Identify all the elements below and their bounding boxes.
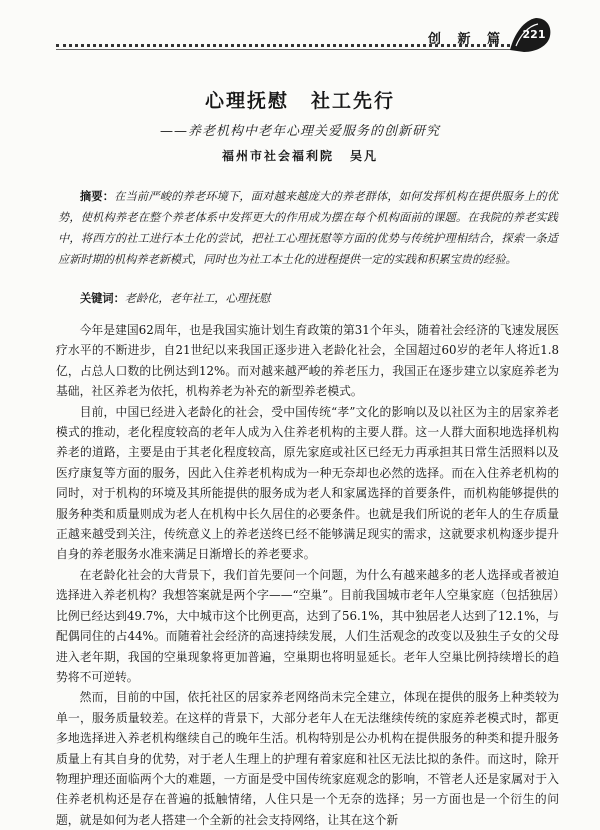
abstract-label: 摘要： (80, 189, 115, 203)
author-name: 吴凡 (350, 149, 379, 163)
keywords (80, 290, 550, 306)
body-paragraph: 在老龄化社会的大背景下，我们首先要问一个问题，为什么有越来越多的老人选择或者被迫选择进入养老机构？我想答案就是两个字——“空巢”。目前我国城市老年人空巢家庭（包括独居）比例已经达到49.7%，大中城市这个比例更高，达到了56.1%，其中独居老人达到了12.1%，与配偶同住的占44%。而随着社会经济的高速持续发展，人们生活观念的改变以及独生子女的父母进入老年期，我国的空巢现象将更加普遍，空巢期也将明显延长。老年人空巢比例持续增长的趋势将不可逆转。 (56, 567, 559, 684)
article-title (0, 86, 600, 113)
abstract (58, 186, 558, 270)
page-header (0, 18, 600, 58)
abstract-text: 在当前严峻的养老环境下，面对越来越庞大的养老群体，如何发挥机构在提供服务上的优势，使机构养老在整个养老体系中发挥更大的作用成为摆在每个机构面前的课题。在我院的养老实践中，将西方的社工进行本土化的尝试，把社工心理抚慰等方面的优势与传统护理相结合，探索一条适应新时期的机构养老新模式，同时也为社工本土化的进程提供一定的实践和积累宝贵的经验。 (58, 190, 558, 266)
page-number: 221 (522, 28, 546, 41)
title-part-1: 心理抚慰 (204, 90, 289, 112)
body-paragraph: 然而，目前的中国，依托社区的居家养老网络尚未完全建立，体现在提供的服务上种类较为单一，服务质量较差。在这样的背景下，大部分老年人在无法继续传统的家庭养老模式时，都更多地选择进入养老机构继续自己的晚年生活。机构特别是公办机构在提供服务的种类和提升服务质量上有其自身的优势，对于老人生理上的护理有着家庭和社区无法比拟的条件。而这时，除开物理护理还面临两个大的难题，一方面是受中国传统家庭观念的影响，不管老人还是家属对于入住养老机构还是存在普遍的抵触情绪，人住只是一个无奈的选择；另一方面也是一个衍生的问题，就是如何为老人搭建一个全新的社会支持网络，让其在这个新 (56, 690, 559, 827)
body-paragraph: 目前，中国已经进入老龄化的社会，受中国传统“孝”文化的影响以及以社区为主的居家养老模式的推动，老化程度较高的老年人成为入住养老机构的主要人群。这一人群大面积地选择机构养老的道路，主要是由于其老化程度较高，原先家庭或社区已经无力再承担其日常生活照料以及医疗康复等方面的服务，因此入住养老机构成为一种无奈却也必然的选择。而在入住养老机构的同时，对于机构的环境及其所能提供的服务成为老人和家属选择的首要条件，而机构能够提供的服务种类和质量则成为老人在机构中长久居住的必要条件。也就是我们所说的老年人的生存质量正越来越受到关注，传统意义上的养老送终已经不能够满足现实的需求，这就要求机构逐步提升自身的养老服务水准来满足日渐增长的养老要求。 (56, 404, 559, 562)
body-paragraph: 今年是建国62周年，也是我国实施计划生育政策的第31个年头，随着社会经济的飞速发展医疗水平的不断进步，自21世纪以来我国正逐步进入老龄化社会，全国超过60岁的老年人将近1.8亿，占总人口数的比例达到12%。而对越来越严峻的养老压力，我国正在逐步建立以家庭养老为基础，社区养老为依托，机构养老为补充的新型养老模式。 (56, 323, 559, 399)
keywords-label: 关键词： (80, 291, 125, 305)
keywords-text: 老龄化，老年社工，心理抚慰 (124, 292, 271, 305)
author-institution: 福州市社会福利院 (221, 149, 334, 163)
article-subtitle: ——养老机构中老年心理关爱服务的创新研究 (159, 124, 440, 139)
title-part-2: 社工先行 (311, 90, 396, 112)
article-body (56, 320, 559, 830)
author-line (0, 147, 600, 164)
column-name: 创 新 篇 (428, 32, 507, 47)
header-solid-rule (56, 49, 516, 50)
